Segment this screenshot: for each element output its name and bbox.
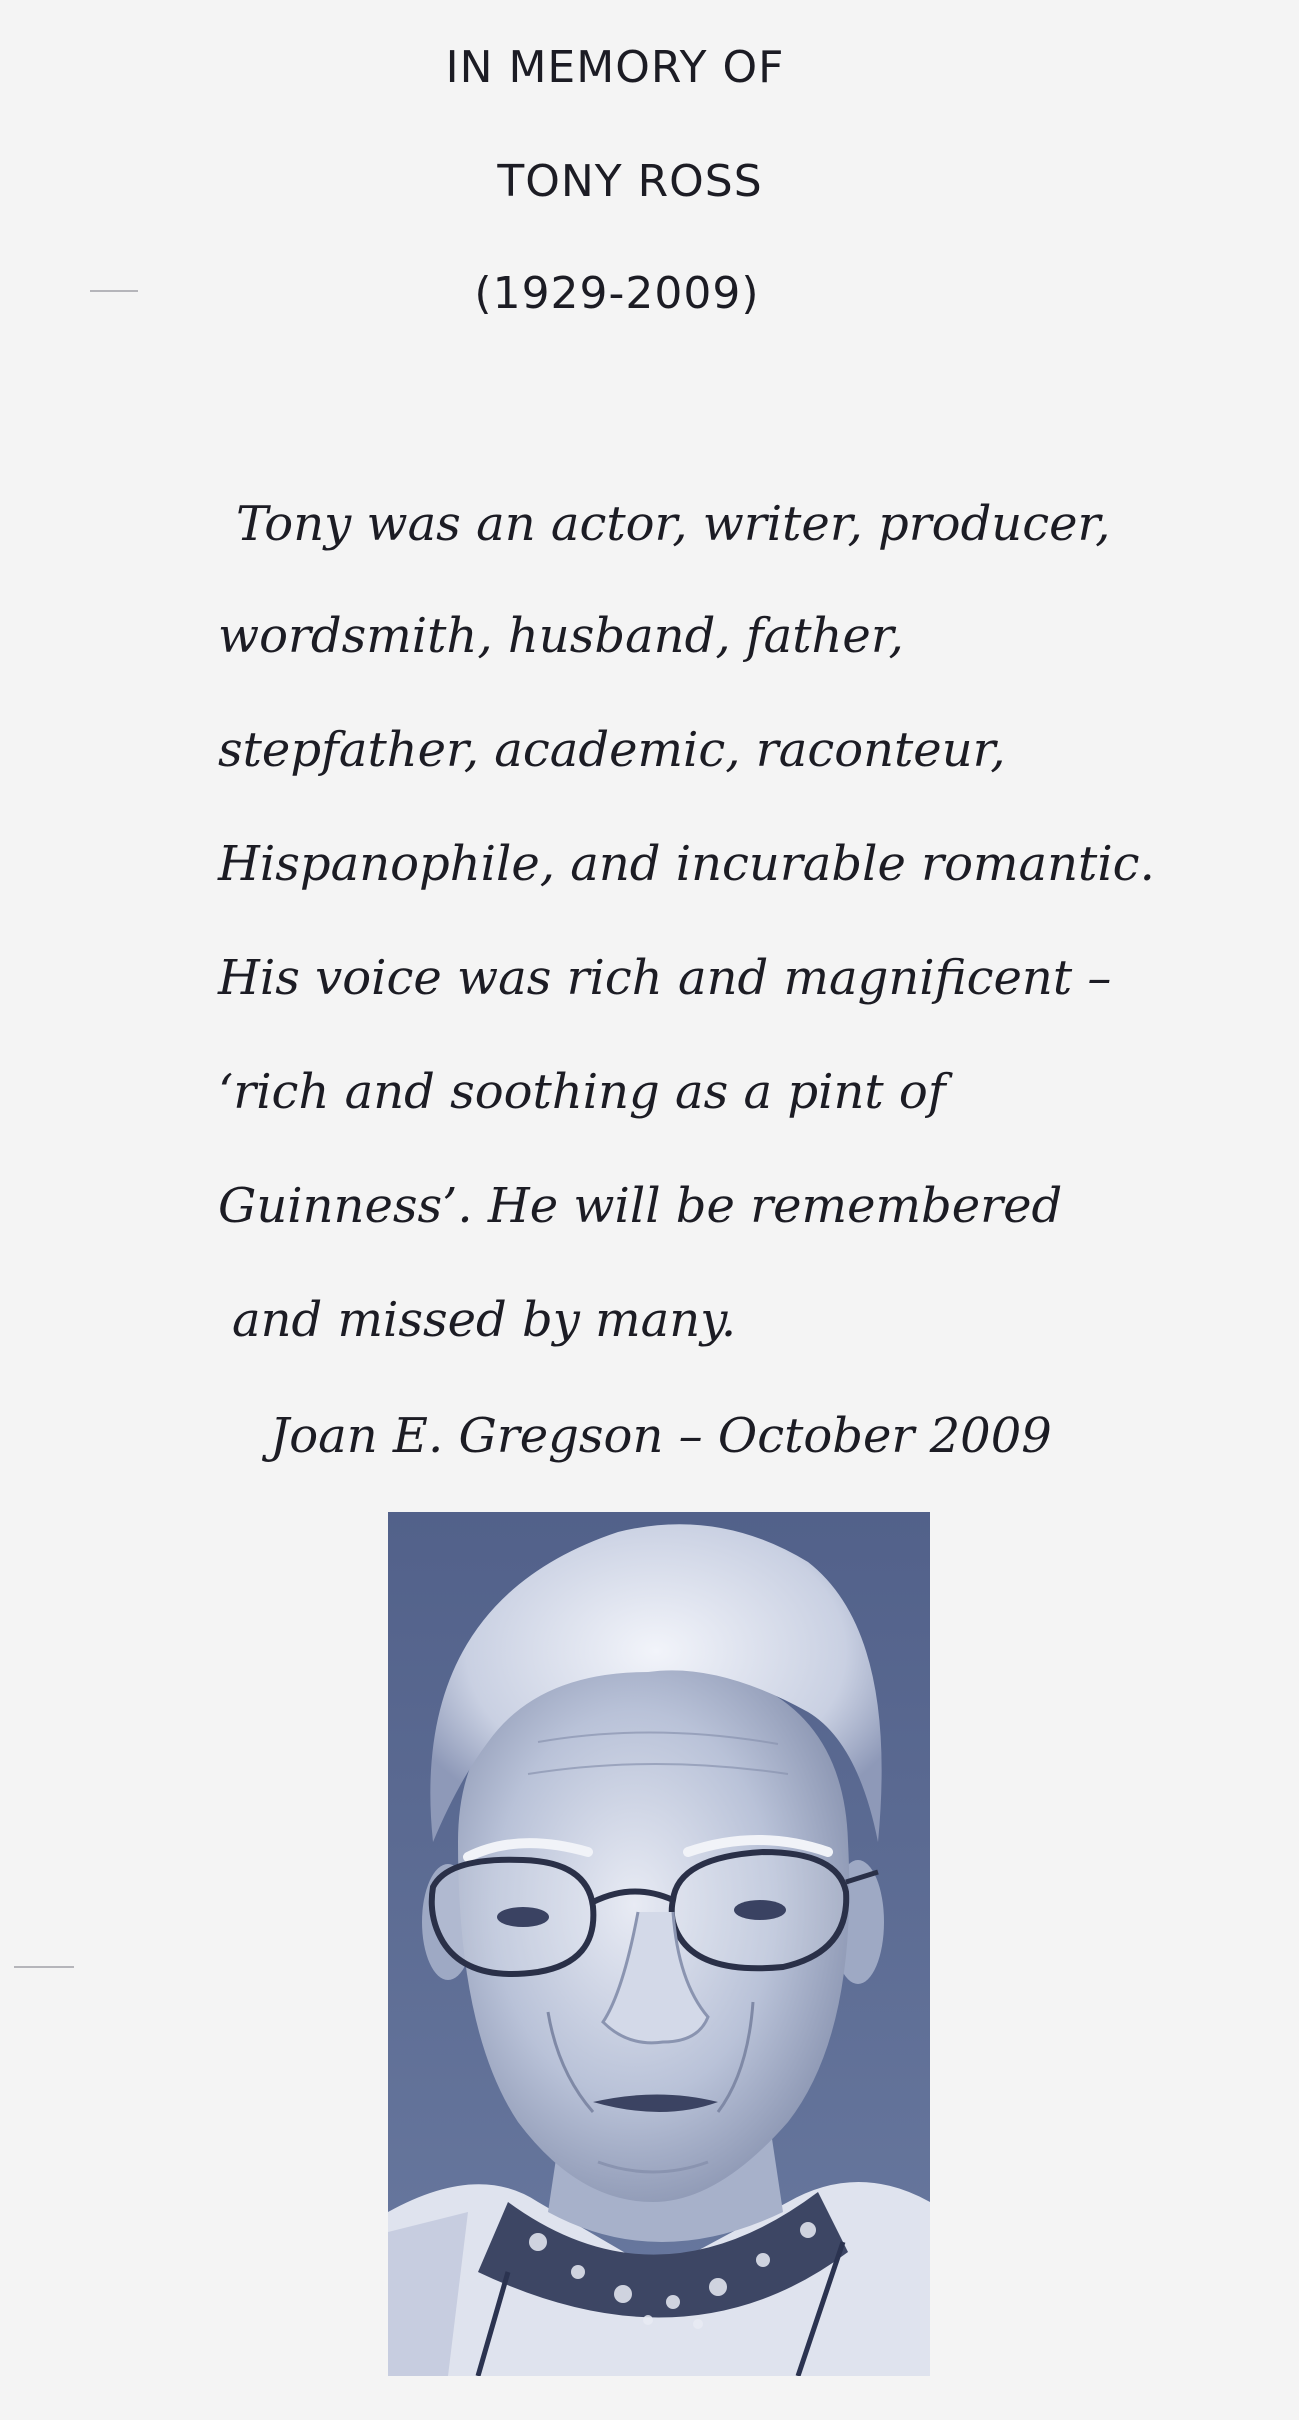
tribute-line: His voice was rich and magnificent – (218, 950, 1112, 1006)
tribute-line: Tony was an actor, writer, producer, (236, 496, 1111, 552)
portrait-photo (388, 1512, 930, 2376)
tribute-line: stepfather, academic, raconteur, (218, 722, 1006, 778)
tribute-line: and missed by many. (232, 1292, 737, 1348)
tribute-line: wordsmith, husband, father, (218, 608, 904, 664)
memorial-title: IN MEMORY OF (445, 42, 785, 93)
tribute-line: ‘rich and soothing as a pint of (218, 1064, 946, 1120)
portrait-illustration (388, 1512, 930, 2376)
scan-mark (14, 1966, 74, 1968)
tribute-line: Hispanophile, and incurable romantic. (218, 836, 1155, 892)
person-name: TONY ROSS (497, 156, 763, 207)
tribute-line: Guinness’. He will be remembered (218, 1178, 1063, 1234)
life-years: (1929-2009) (474, 268, 760, 319)
signature-line: Joan E. Gregson – October 2009 (270, 1408, 1052, 1464)
